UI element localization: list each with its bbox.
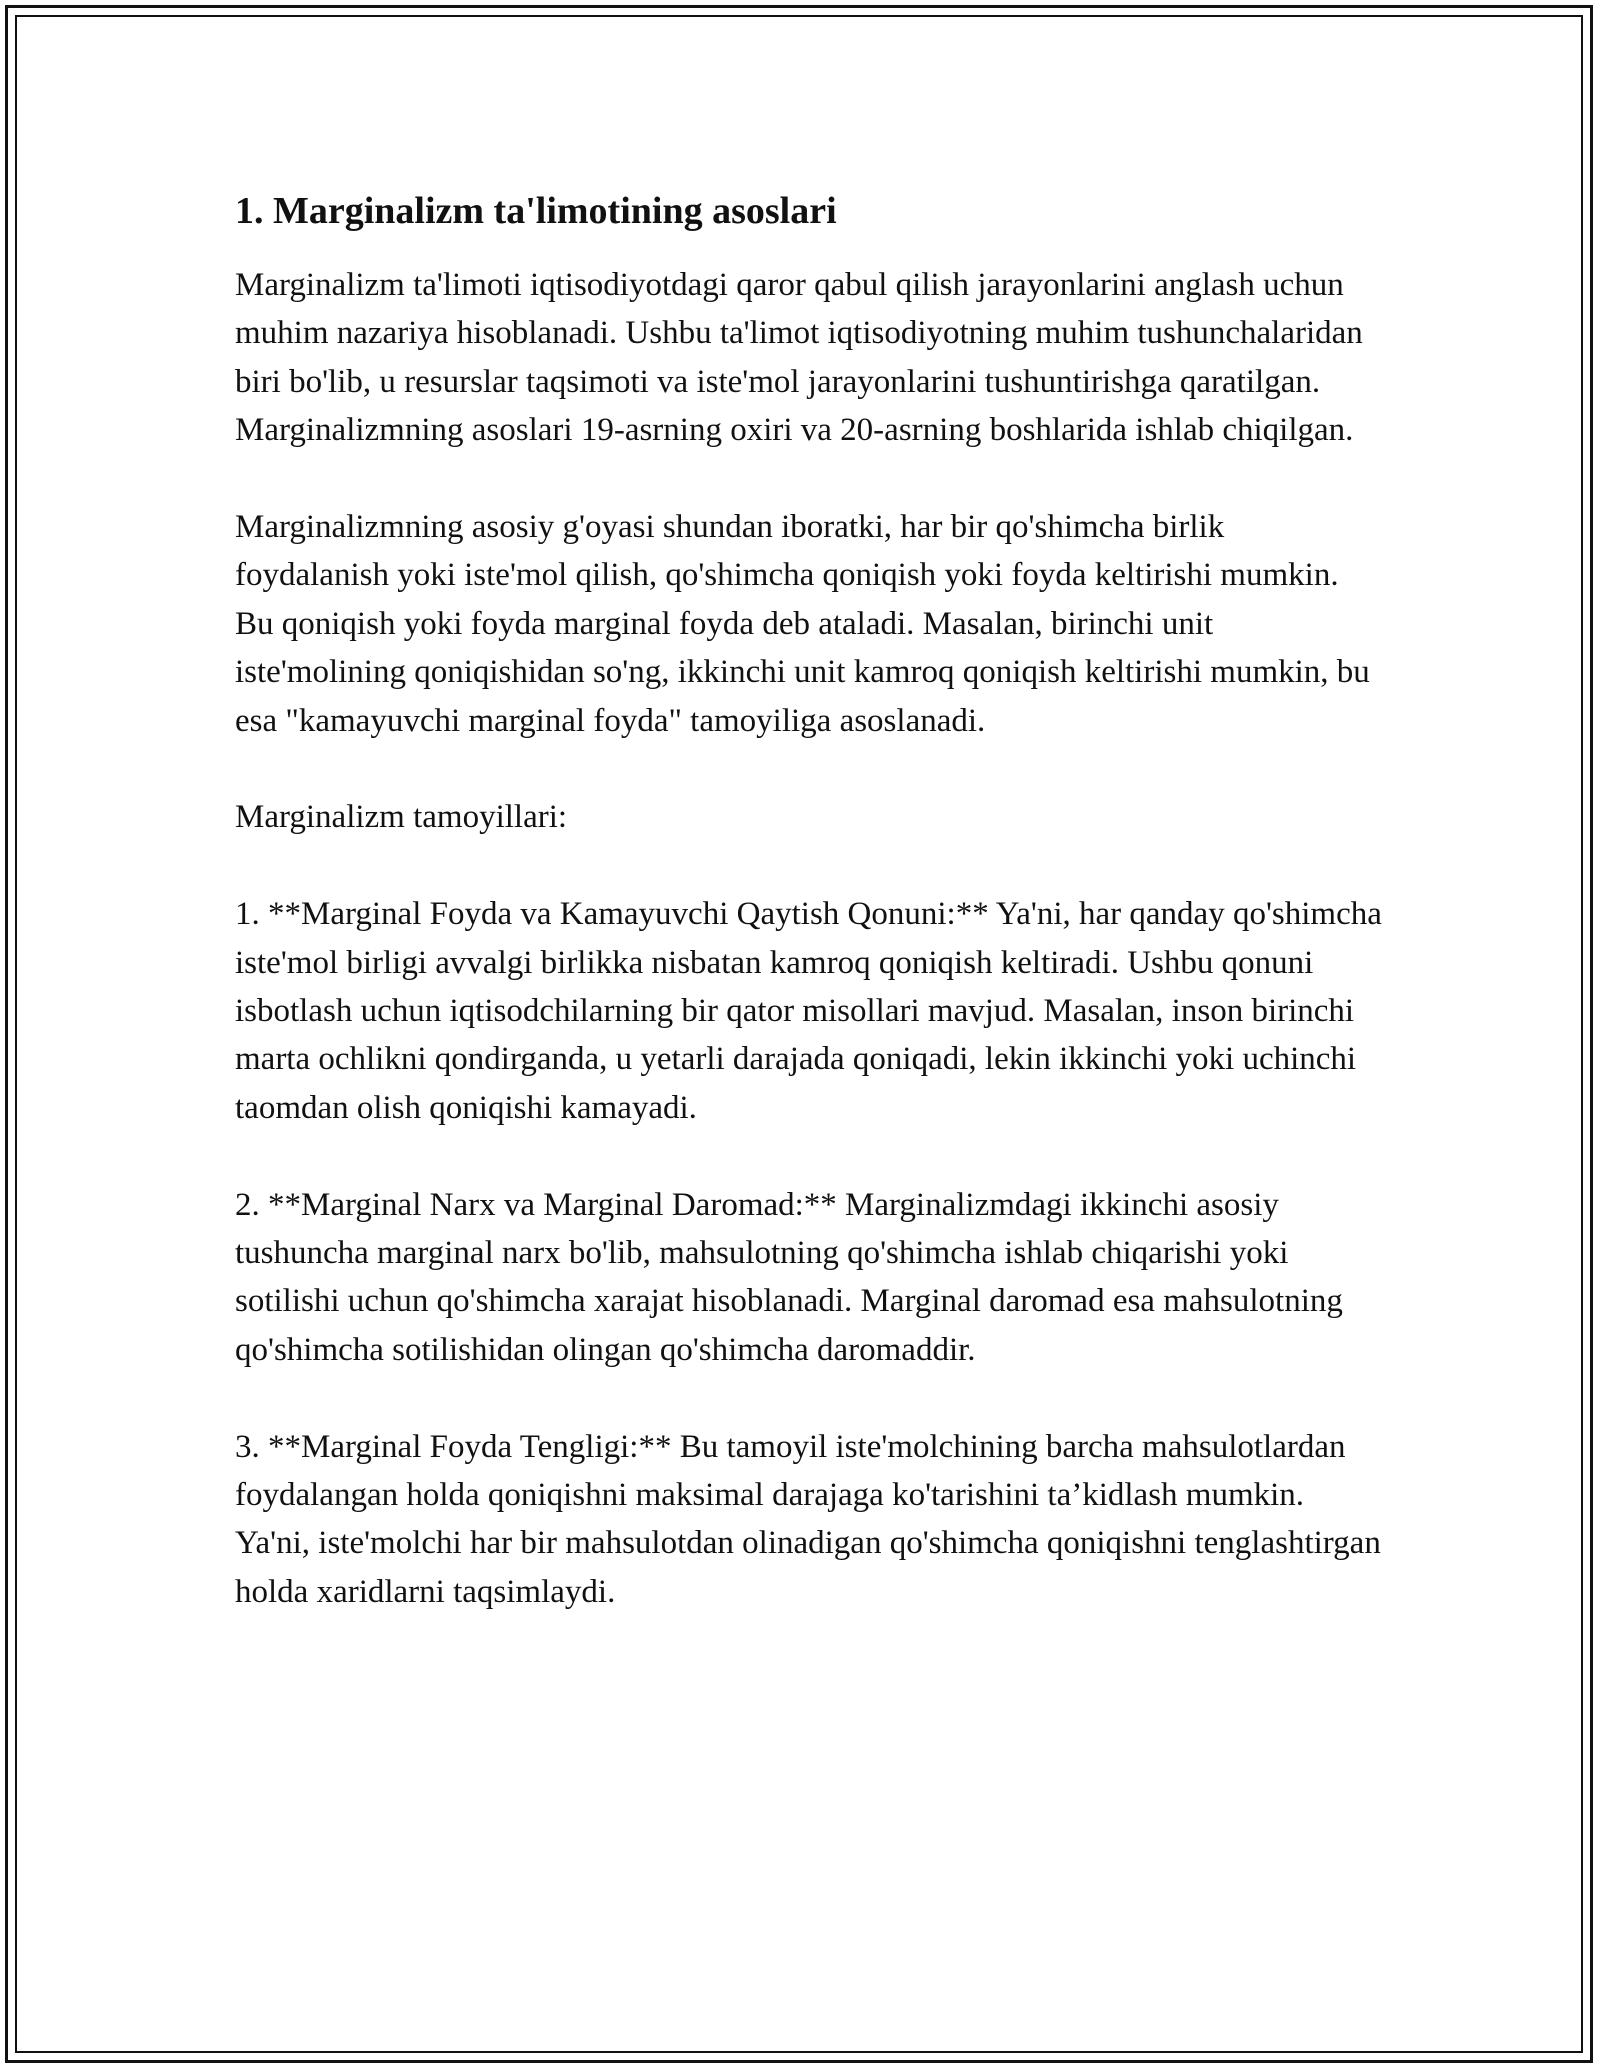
paragraph-principle-2: 2. **Marginal Narx va Marginal Daromad:** Marginalizmdagi ikkinchi asosiy tushuncha marginal narx bo'lib, mahsulotning qo'shimcha ishlab chiqarishi yoki sotilishi uchun qo'shimcha xarajat hisoblanadi. Marginal daromad esa mahsulotning qo'shimcha sotilishidan olingan qo'shimcha daromaddir.	[235, 1186, 1343, 1368]
paragraph-principle-3: 3. **Marginal Foyda Tengligi:** Bu tamoyil iste'molchining barcha mahsulotlardan foydalangan holda qoniqishni maksimal darajaga ko'tarishini ta’kidlash mumkin. Ya'ni, iste'molchi har bir mahsulotdan olinadigan qo'shimcha qoniqishni tenglashtirgan holda xaridlarni taqsimlaydi.	[235, 1428, 1381, 1610]
paragraph-principle-1: 1. **Marginal Foyda va Kamayuvchi Qaytish Qonuni:** Ya'ni, har qanday qo'shimcha iste'mol birligi avvalgi birlikka nisbatan kamroq qoniqish keltiradi. Ushbu qonuni isbotlash uchun iqtisodchilarning bir qator misollari mavjud. Masalan, inson birinchi marta ochlikni qondirganda, u yetarli darajada qoniqadi, lekin ikkinchi yoki uchinchi taomdan olish qoniqishi kamayadi.	[235, 896, 1382, 1126]
section-heading: 1. Marginalizm ta'limotining asoslari	[235, 190, 837, 232]
paragraph-main-idea: Marginalizmning asosiy g'oyasi shundan iboratki, har bir qo'shimcha birlik foydalanish yoki iste'mol qilish, qo'shimcha qoniqish yoki foyda keltirishi mumkin. Bu qoniqish yoki foyda marginal foyda deb ataladi. Masalan, birinchi unit iste'molining qoniqishidan so'ng, ikkinchi unit kamroq qoniqish keltirishi mumkin, bu esa "kamayuvchi marginal foyda" tamoyiliga asoslanadi.	[235, 509, 1370, 739]
paragraph-intro: Marginalizm ta'limoti iqtisodiyotdagi qaror qabul qilish jarayonlarini anglash uchun muhim nazariya hisoblanadi. Ushbu ta'limot iqtisodiyotning muhim tushunchalaridan biri bo'lib, u resurslar taqsimoti va iste'mol jarayonlarini tushuntirishga qaratilgan. Marginalizmning asoslari 19-asrning oxiri va 20-asrning boshlarida ishlab chiqilgan.	[235, 267, 1363, 449]
document-body	[235, 185, 1385, 1665]
paragraph-principles-label: Marginalizm tamoyillari:	[235, 799, 568, 836]
